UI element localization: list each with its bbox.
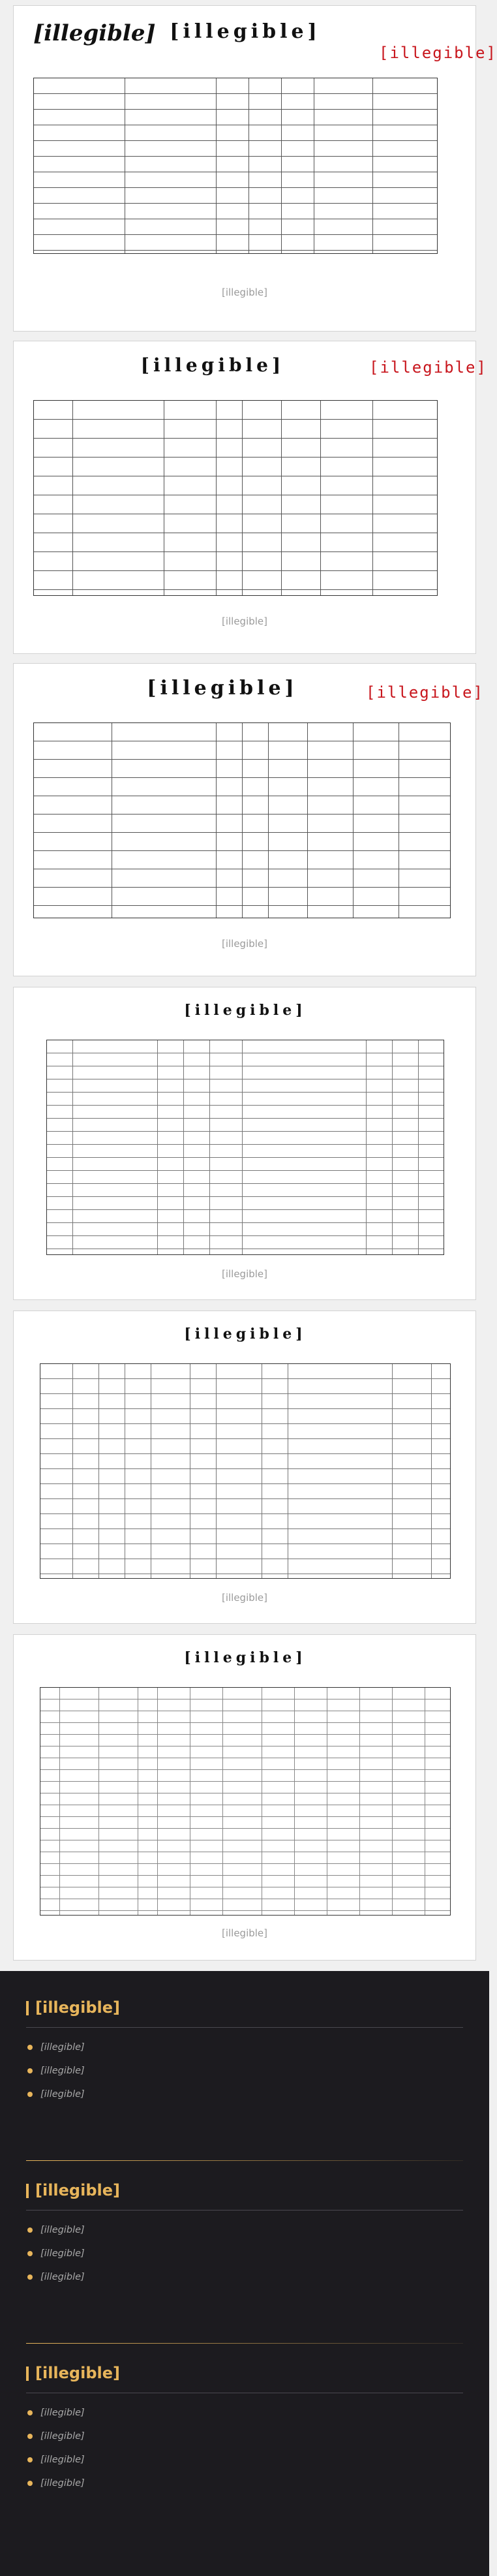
notes-block-ordering [26,1997,463,2110]
list-item: [illegible] [26,2063,463,2079]
brand-logo: [illegible] [33,20,156,46]
item-table [40,1363,451,1579]
serial-number: [illegible] [379,44,497,62]
list-item: [illegible] [26,2452,463,2468]
form-card-warehouse-entry [13,341,487,654]
copy-labels [451,84,462,247]
notes-block-after-sales [26,2363,463,2499]
item-table [33,722,451,918]
section-divider [26,2210,463,2211]
serial-number: [illegible] [369,358,487,377]
ordering-notes-section [0,1971,489,2576]
section-heading: [illegible] [26,2363,463,2383]
form-title: [illegible] [184,1002,307,1019]
heading-bar-icon [26,2184,29,2198]
form-card-workshop-daily [13,1311,476,1624]
bullet-icon [27,2434,33,2439]
bullet-icon [27,2251,33,2256]
form-title: [illegible] [184,1649,307,1666]
bullet-icon [27,2410,33,2415]
form-card-process-flow [13,1634,476,1961]
bullet-icon [27,2045,33,2050]
form-note: [illegible] [221,1268,268,1280]
bullet-icon [27,2092,33,2097]
heading-bar-icon [26,2001,29,2015]
form-card-production-daily [13,987,476,1300]
form-note: [illegible] [221,615,268,627]
form-title: [illegible] [184,1326,307,1342]
form-note: [illegible] [221,287,268,298]
bullet-icon [27,2457,33,2462]
bullet-icon [27,2274,33,2280]
notes-block-layout [26,2180,463,2293]
list-item: [illegible] [26,2222,463,2238]
form-title: [illegible] [140,354,285,376]
item-table [46,1040,444,1255]
form-note: [illegible] [221,1592,268,1604]
copy-labels [452,407,464,589]
heading-bar-icon [26,2367,29,2381]
list-item: [illegible] [26,2269,463,2285]
gold-divider [26,2160,463,2161]
form-title: [illegible] [147,677,298,700]
item-table [33,78,438,254]
list-item: [illegible] [26,2405,463,2421]
section-heading: [illegible] [26,2180,463,2201]
item-table [33,400,438,596]
bullet-icon [27,2481,33,2486]
section-divider [26,2027,463,2028]
item-table [40,1687,451,1916]
serial-number: [illegible] [366,683,484,702]
copy-labels [459,729,470,912]
form-note: [illegible] [221,1927,268,1939]
form-title: [illegible] [170,20,321,43]
list-item: [illegible] [26,2246,463,2261]
bullet-icon [27,2068,33,2073]
list-item: [illegible] [26,2087,463,2102]
gold-divider [26,2343,463,2344]
list-item: [illegible] [26,2429,463,2444]
form-card-purchase-request [13,663,484,976]
bullet-icon [27,2227,33,2233]
list-item: [illegible] [26,2040,463,2055]
list-item: [illegible] [26,2475,463,2491]
form-note: [illegible] [221,938,268,950]
form-card-delivery-note [13,5,497,332]
section-heading: [illegible] [26,1997,463,2018]
